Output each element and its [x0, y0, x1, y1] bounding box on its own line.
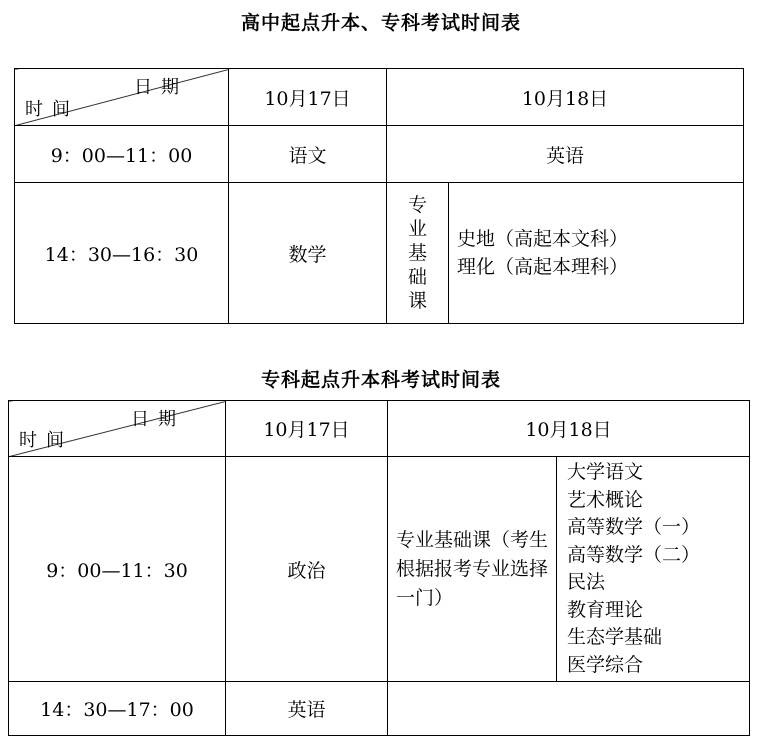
subject-cell: 英语 — [387, 126, 744, 183]
subject-line: 理化（高起本理科） — [457, 256, 629, 278]
day1-header: 10月17日 — [229, 69, 387, 126]
category-cell: 专业基础课（考生根据报考专业选择一门） — [388, 457, 557, 682]
table2-title: 专科起点升本科考试时间表 — [260, 369, 501, 391]
subject-cell: 语文 — [229, 126, 387, 183]
time-slot: 14：30—16：30 — [15, 183, 229, 324]
subject-cell: 政治 — [226, 457, 388, 682]
diagonal-header-cell — [9, 401, 226, 457]
date-label: 日期 — [131, 409, 185, 430]
time-slot: 9：00—11：30 — [9, 457, 226, 682]
subject-line: 民法 — [567, 571, 606, 593]
table1-title: 高中起点升本、专科考试时间表 — [240, 12, 521, 34]
time-label: 时间 — [19, 430, 73, 451]
diagonal-header-cell — [15, 69, 229, 126]
subject-line: 高等数学（二） — [567, 543, 701, 566]
day2-header: 10月18日 — [388, 401, 750, 457]
schedule-table-college — [8, 400, 750, 736]
table-row — [15, 126, 744, 183]
subject-line: 史地（高起本文科） — [457, 228, 629, 250]
table-row — [9, 682, 750, 736]
category-char: 专 — [407, 194, 427, 216]
category-char: 业 — [407, 218, 427, 240]
time-slot: 9：00—11：00 — [15, 126, 229, 183]
day2-header: 10月18日 — [387, 69, 744, 126]
subject-list-cell — [557, 457, 750, 682]
category-char: 础 — [407, 266, 427, 288]
subject-line: 大学语文 — [567, 461, 644, 483]
date-label: 日期 — [134, 77, 188, 98]
category-vertical-cell — [387, 183, 449, 324]
time-label: 时间 — [25, 99, 79, 120]
table-row — [9, 457, 750, 682]
table-row — [15, 183, 744, 324]
subject-line: 教育理论 — [567, 598, 644, 621]
subject-cell: 数学 — [229, 183, 387, 324]
day1-header: 10月17日 — [226, 401, 388, 457]
table-header-row — [15, 69, 744, 126]
subject-line: 医学综合 — [567, 653, 644, 676]
category-char: 课 — [407, 290, 427, 312]
subject-line: 艺术概论 — [567, 488, 644, 511]
subject-cell — [388, 682, 750, 736]
subject-line: 生态学基础 — [567, 626, 663, 648]
subject-cell: 英语 — [226, 682, 388, 736]
subject-line: 高等数学（一） — [567, 516, 701, 538]
time-slot: 14：30—17：00 — [9, 682, 226, 736]
subject-list-cell — [449, 183, 744, 324]
table-header-row — [9, 401, 750, 457]
schedule-table-highschool — [14, 68, 744, 324]
category-char: 基 — [407, 242, 427, 264]
